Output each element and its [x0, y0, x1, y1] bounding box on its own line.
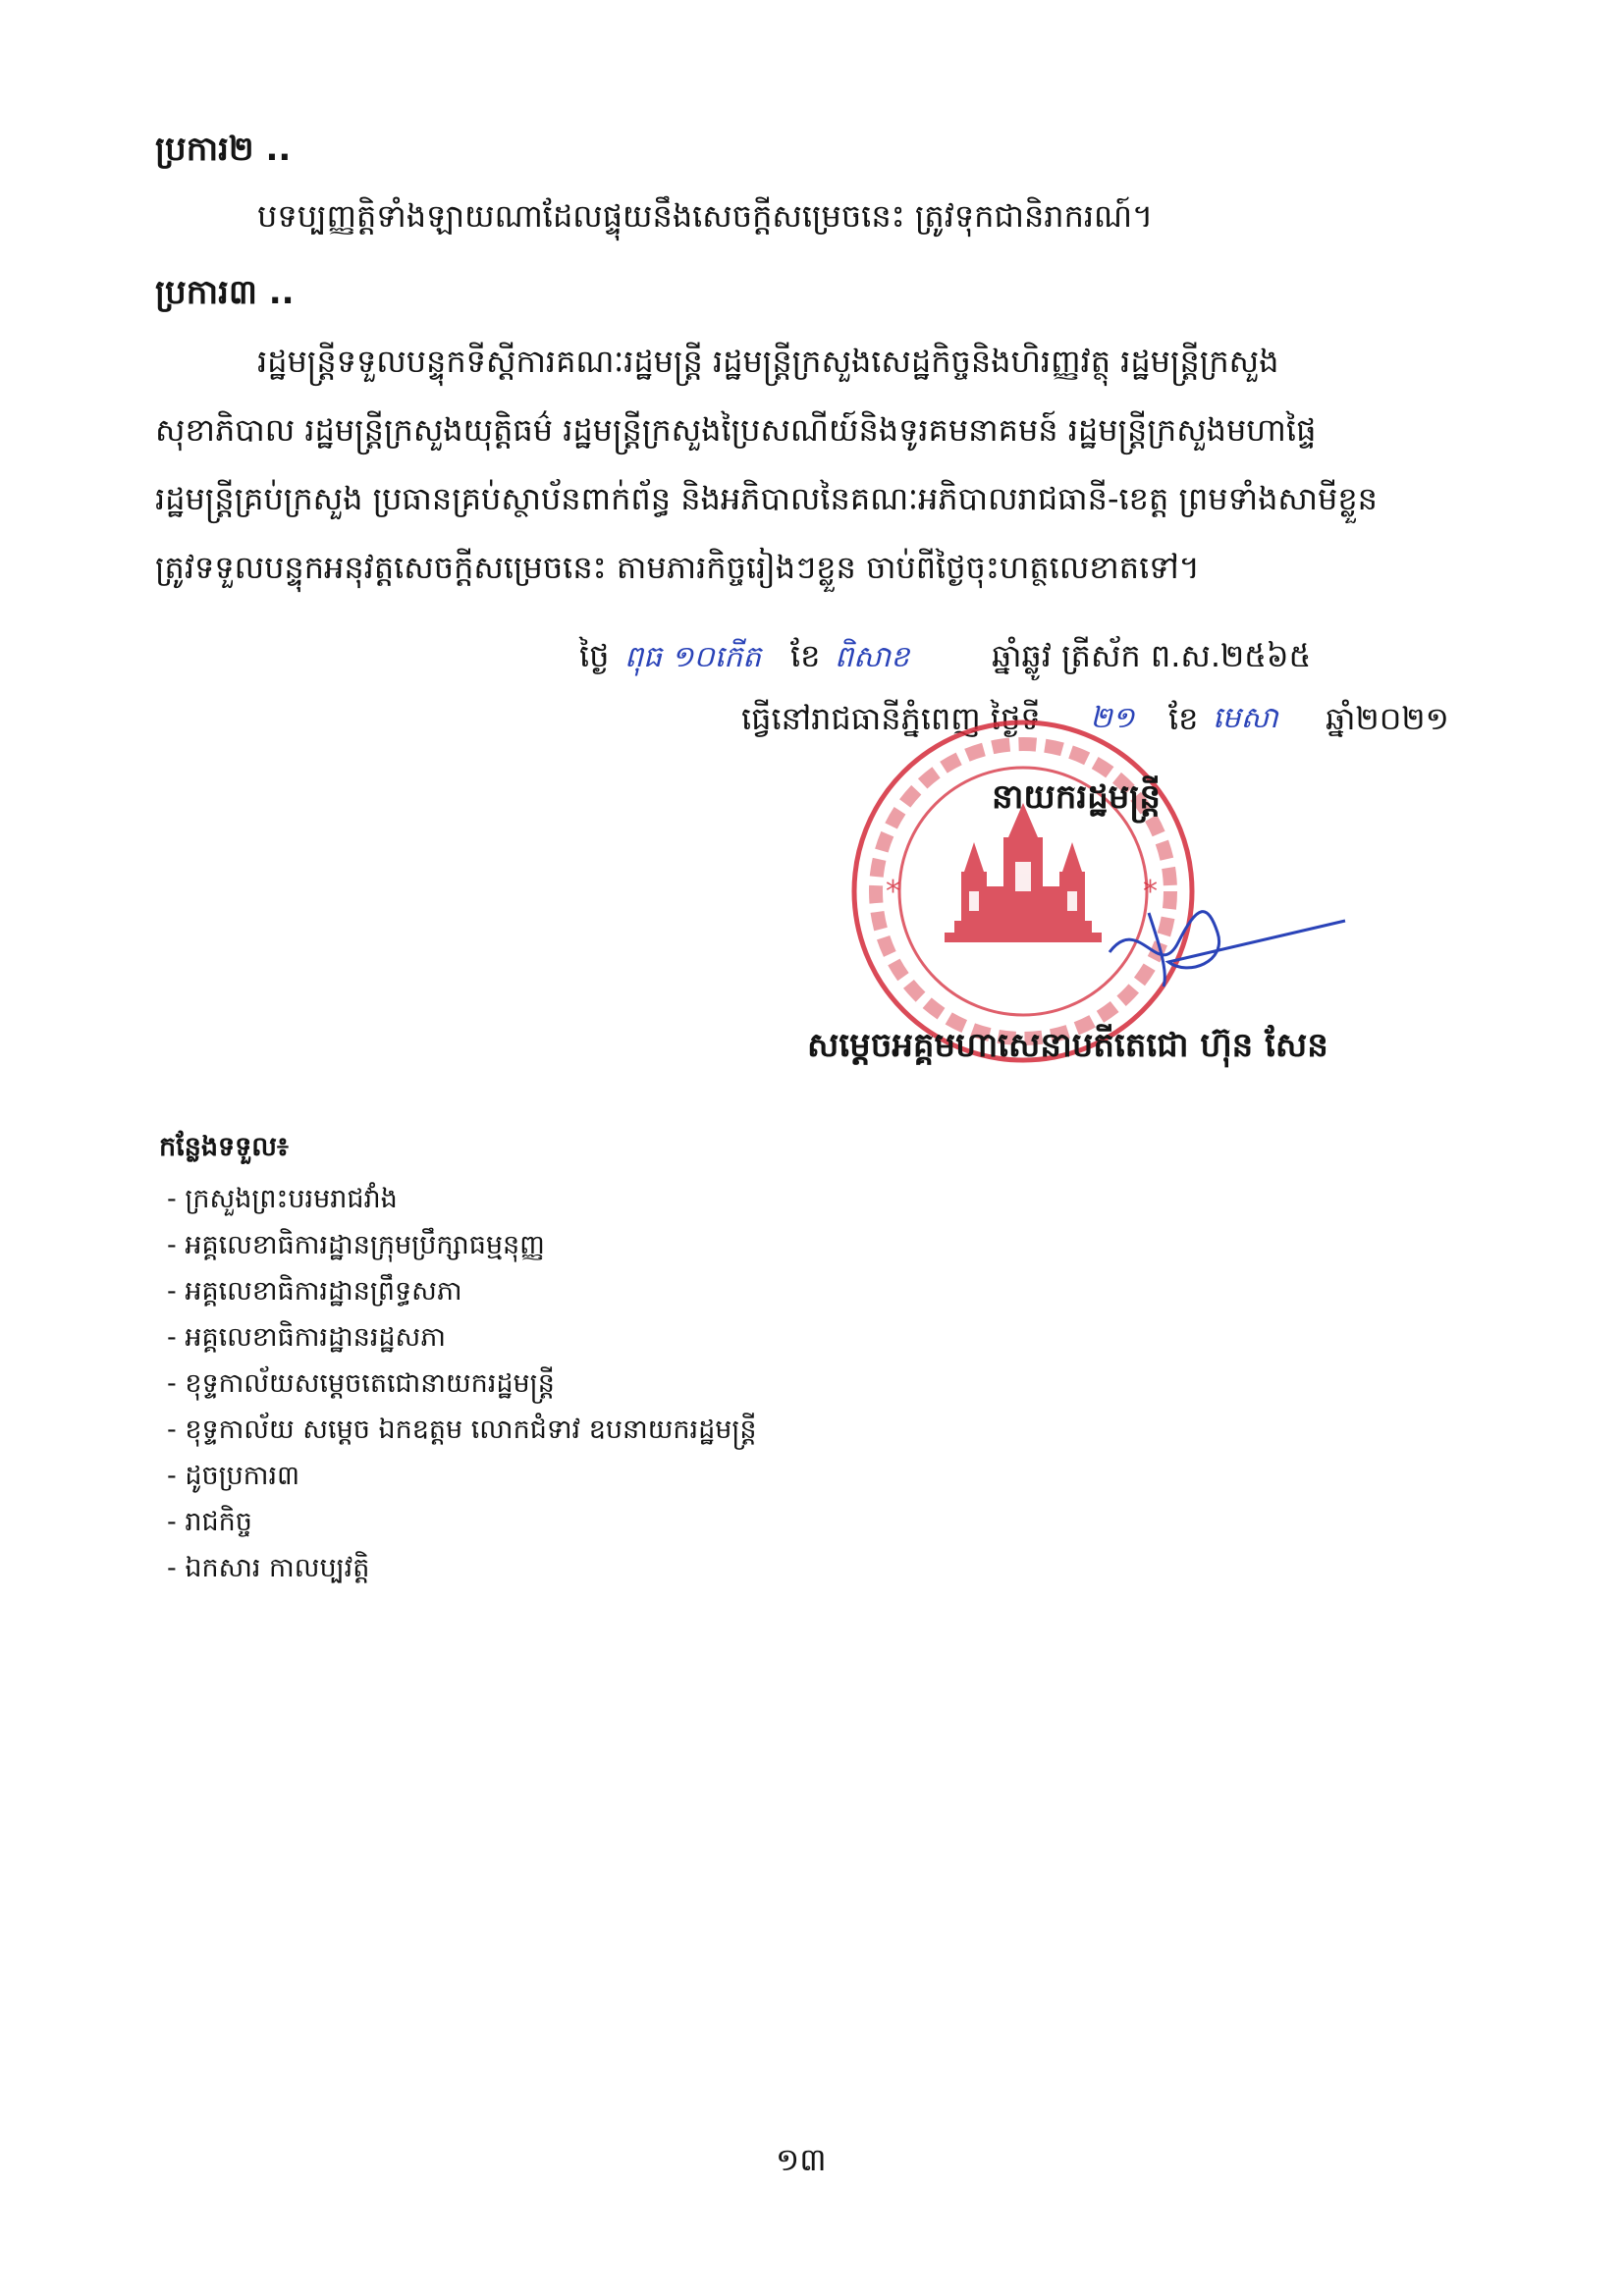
lunar-date-suffix: ឆ្នាំឆ្លូវ ត្រីស័ក ព.ស.២៥៦៥: [992, 637, 1312, 674]
page-number: ១៣: [776, 2141, 827, 2178]
article-3-line-1: រដ្ឋមន្ត្រីទទួលបន្ទុកទីស្ដីការគណៈរដ្ឋមន្ត្រី រដ្ឋមន្ត្រីក្រសួងសេដ្ឋកិច្ចនិងហិរញ្ញវត្ថុ រដ្ឋមន្ត្រីក្រសួង: [257, 343, 1279, 380]
solar-month-label: ខែ: [1168, 700, 1199, 737]
recipient-item: - រាជកិច្ច: [167, 1507, 252, 1537]
signatory-name: សម្ដេចអគ្គមហាសេនាបតីតេជោ ហ៊ុន សែន: [807, 1026, 1328, 1065]
solar-date-year: ឆ្នាំ២០២១: [1326, 700, 1449, 737]
recipient-item: - ឯកសារ កាលប្បវត្តិ: [167, 1553, 370, 1583]
lunar-day-handwritten: ពុធ ១០កើត: [624, 640, 762, 674]
recipient-item: - អគ្គលេខាធិការដ្ឋានព្រឹទ្ធសភា: [167, 1276, 462, 1307]
lunar-month-handwritten: ពិសាខ: [835, 640, 910, 674]
lunar-month-label: ខែ: [790, 637, 821, 674]
article-2-text: បទប្បញ្ញត្តិទាំងឡាយណាដែលផ្ទុយនឹងសេចក្ដីសម្រេចនេះ ត្រូវទុកជានិរាករណ៍។: [257, 197, 1154, 235]
article-3-line-2: សុខាភិបាល រដ្ឋមន្ត្រីក្រសួងយុត្តិធម៌ រដ្ឋមន្ត្រីក្រសួងប្រៃសណីយ៍និងទូរគមនាគមន៍ រដ្ឋមន្ត្រីក្រសួងមហាផ្ទៃ: [155, 411, 1317, 449]
svg-text:*: *: [1143, 875, 1158, 909]
solar-day-handwritten: ២១: [1090, 701, 1135, 735]
recipients-heading: កន្លែងទទួល៖: [159, 1132, 289, 1162]
handwritten-signature: [1070, 883, 1355, 991]
solar-date-prefix: ធ្វើនៅរាជធានីភ្នំពេញ ថ្ងៃទី: [741, 700, 1041, 737]
signatory-title: នាយករដ្ឋមន្ត្រី: [992, 777, 1161, 817]
solar-month-handwritten: មេសា: [1213, 701, 1278, 735]
article-3-heading: ប្រការ៣ ..: [155, 273, 295, 312]
recipient-item: - ដូចប្រការ៣: [167, 1461, 300, 1491]
recipient-item: - ខុទ្ទកាល័យ សម្ដេច ឯកឧត្តម លោកជំទាវ ឧបនាយករដ្ឋមន្ត្រី: [167, 1415, 757, 1445]
recipient-item: - អគ្គលេខាធិការដ្ឋានក្រុមប្រឹក្សាធម្មនុញ្ញ: [167, 1230, 545, 1260]
article-3-line-3: រដ្ឋមន្ត្រីគ្រប់ក្រសួង ប្រធានគ្រប់ស្ថាប័នពាក់ព័ន្ធ និងអភិបាលនៃគណៈអភិបាលរាជធានី-ខេត្ត ព្រមទាំងសាមីខ្លួន: [155, 480, 1378, 517]
svg-text:*: *: [886, 875, 900, 909]
recipient-item: - ក្រសួងព្រះបរមរាជវាំង: [167, 1184, 398, 1214]
recipient-item: - អគ្គលេខាធិការដ្ឋានរដ្ឋសភា: [167, 1322, 446, 1353]
recipient-item: - ខុទ្ទកាល័យសម្ដេចតេជោនាយករដ្ឋមន្ត្រី: [167, 1368, 555, 1399]
article-2-heading: ប្រការ២ ..: [155, 130, 292, 169]
lunar-date-prefix: ថ្ងៃ: [579, 637, 610, 674]
article-3-line-4: ត្រូវទទួលបន្ទុកអនុវត្តសេចក្ដីសម្រេចនេះ តាមភារកិច្ចរៀងៗខ្លួន ចាប់ពីថ្ងៃចុះហត្ថលេខាតទៅ។: [155, 549, 1200, 586]
